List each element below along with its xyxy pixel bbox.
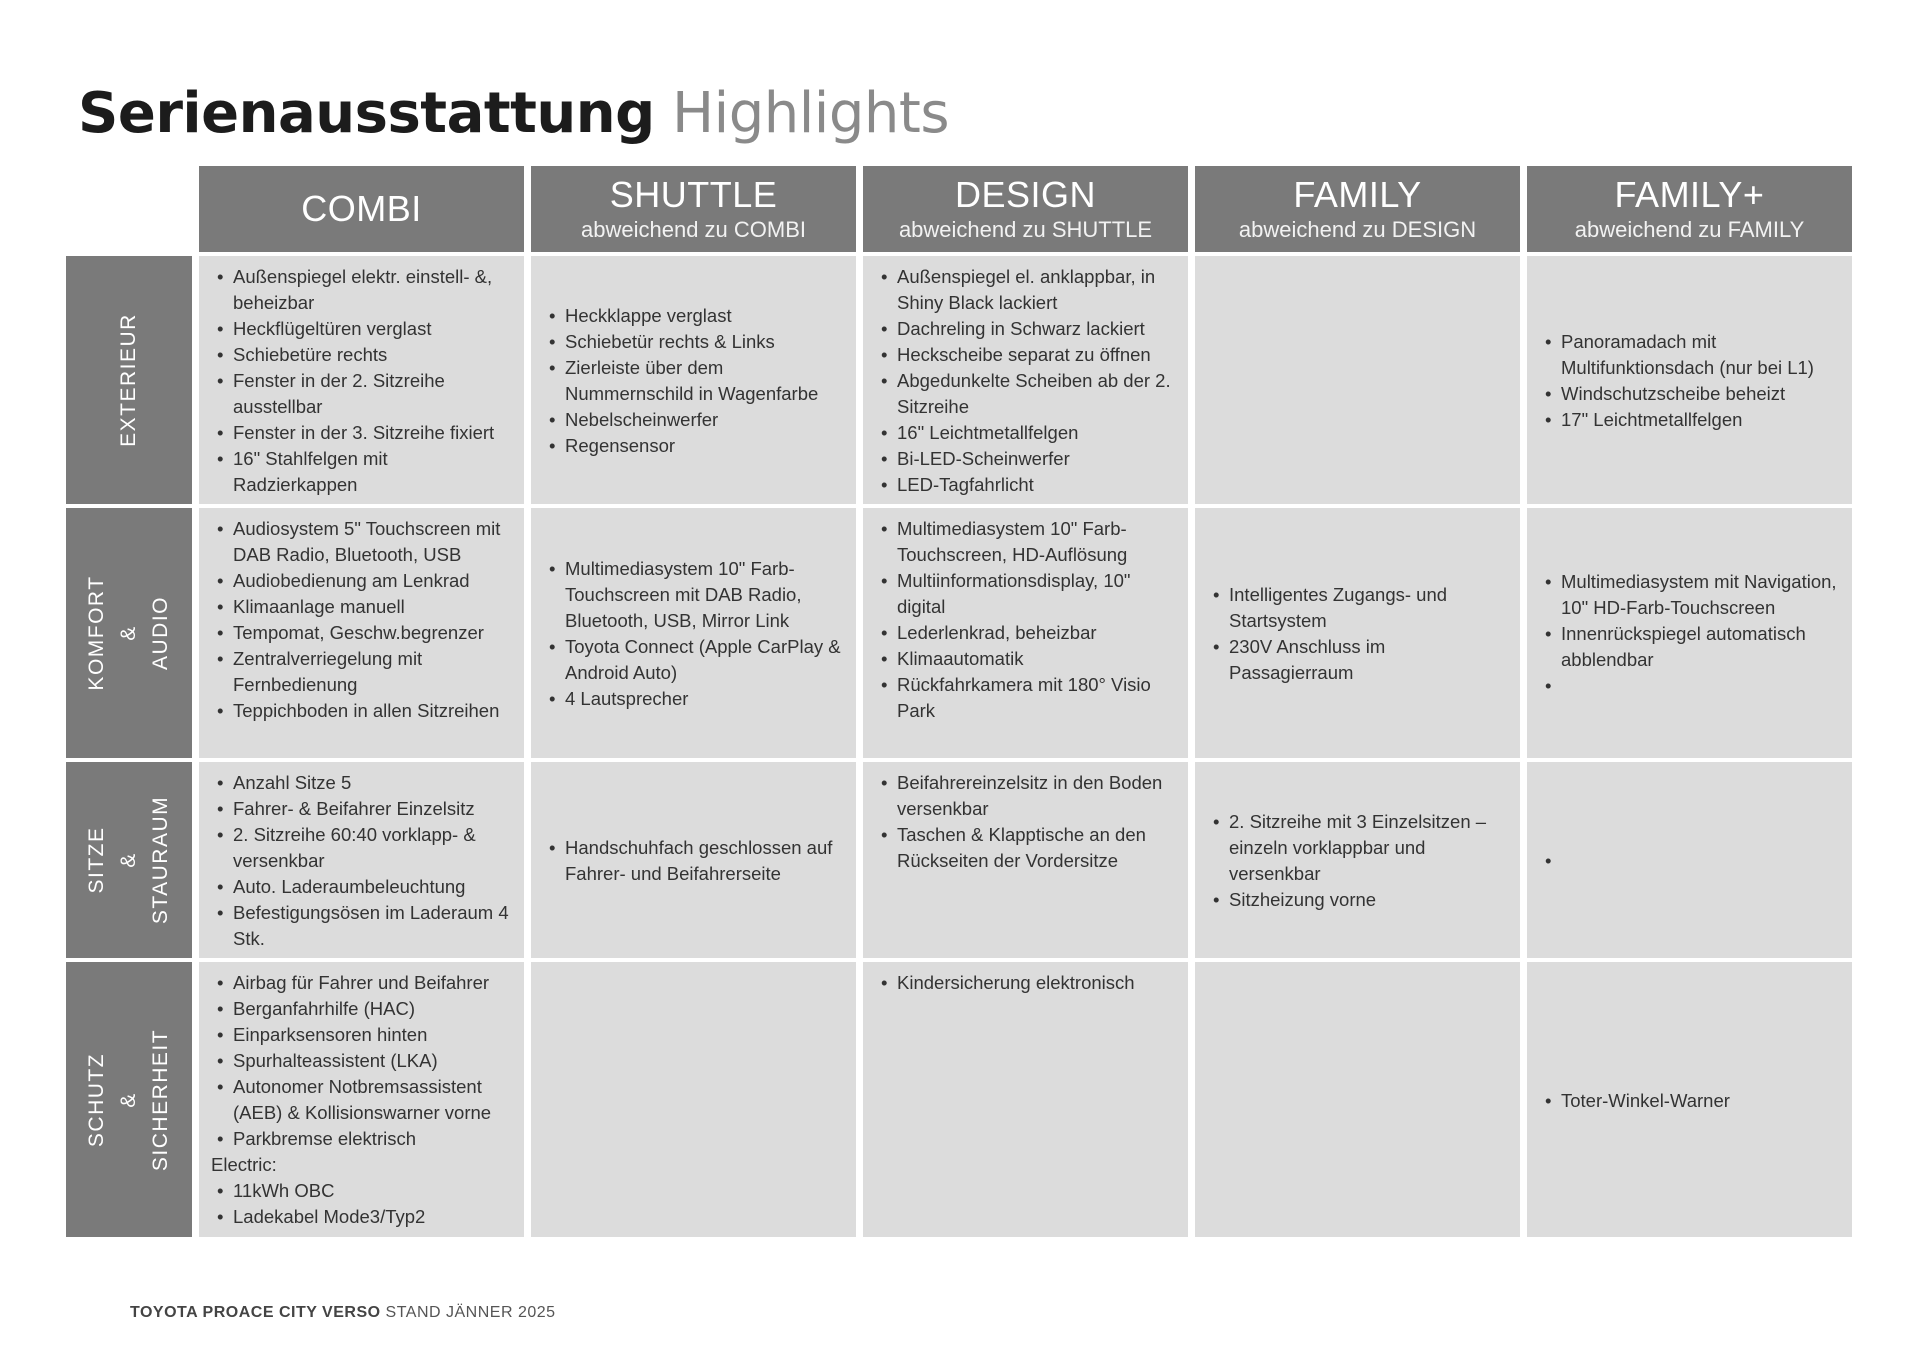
title-light: Highlights [672, 81, 950, 146]
column-header-family [1195, 166, 1520, 252]
cell-exterieur-shuttle [531, 256, 856, 504]
footer-date: STAND JÄNNER 2025 [385, 1304, 556, 1321]
cell-exterieur-design [863, 256, 1188, 504]
row-label-text: SICHERHEIT [149, 1028, 172, 1171]
feature-item: • Schiebetür rechts & Links [549, 329, 848, 355]
column-subtitle: abweichend zu DESIGN [1238, 217, 1477, 242]
cell-komfort-family-plus [1527, 508, 1852, 758]
feature-item: • Beifahrereinzelsitz in den Boden versenkbar [881, 770, 1180, 822]
feature-item: • Handschuhfach geschlossen auf Fahrer- und Beifahrerseite [549, 835, 848, 887]
row-label-text: EXTERIEUR [117, 313, 140, 447]
feature-item: • Audiobedienung am Lenkrad [217, 568, 516, 594]
cell-sitze-shuttle [531, 762, 856, 958]
cell-sitze-combi [199, 762, 524, 958]
row-label-sitze-stauraum [66, 762, 192, 958]
cell-schutz-family [1195, 962, 1520, 1237]
column-subtitle: abweichend zu FAMILY [1574, 217, 1805, 242]
feature-item: • 2. Sitzreihe mit 3 Einzelsitzen – einzeln vorklappbar und versenkbar [1213, 809, 1512, 887]
feature-item: • 16" Stahlfelgen mit Radzierkappen [217, 446, 516, 498]
column-name: FAMILY [1293, 174, 1422, 215]
feature-item: • Rückfahrkamera mit 180° Visio Park [881, 672, 1180, 724]
feature-item: • Heckscheibe separat zu öffnen [881, 342, 1180, 368]
row-label-text: KOMFORT [85, 575, 108, 691]
feature-item: • Spurhalteassistent (LKA) [217, 1048, 516, 1074]
feature-item: • Fahrer- & Beifahrer Einzelsitz [217, 796, 516, 822]
feature-item: • Teppichboden in allen Sitzreihen [217, 698, 516, 724]
page-title [78, 82, 949, 146]
feature-item: • Taschen & Klapptische an den Rückseiten der Vordersitze [881, 822, 1180, 874]
feature-item: • LED-Tagfahrlicht [881, 472, 1180, 498]
cell-schutz-family-plus [1527, 962, 1852, 1237]
cell-schutz-design [863, 962, 1188, 1237]
row-label-text: STAURAUM [149, 795, 172, 925]
cell-schutz-combi [199, 962, 524, 1237]
feature-item: • Regensensor [549, 433, 848, 459]
footer-model: TOYOTA PROACE CITY VERSO [130, 1304, 381, 1321]
row-label-text: & [117, 852, 140, 868]
cell-komfort-combi [199, 508, 524, 758]
cell-sitze-family-plus [1527, 762, 1852, 958]
feature-item: • Klimaautomatik [881, 646, 1180, 672]
column-header-combi [199, 166, 524, 252]
footer [130, 1304, 556, 1322]
feature-item: • Klimaanlage manuell [217, 594, 516, 620]
feature-item: • Zentralverriegelung mit Fernbedienung [217, 646, 516, 698]
feature-item: • Multiinformationsdisplay, 10" digital [881, 568, 1180, 620]
feature-item: • 4 Lautsprecher [549, 686, 848, 712]
row-label-exterieur [66, 256, 192, 504]
feature-item: • Panoramadach mit Multifunktionsdach (nur bei L1) [1545, 329, 1844, 381]
row-label-text: SCHUTZ [85, 1052, 108, 1147]
row-label-komfort-audio [66, 508, 192, 758]
feature-item: • Intelligentes Zugangs- und Startsystem [1213, 582, 1512, 634]
feature-item: • Kindersicherung elektronisch [881, 970, 1180, 996]
cell-komfort-shuttle [531, 508, 856, 758]
feature-item: • Toter-Winkel-Warner [1545, 1088, 1844, 1114]
column-name: SHUTTLE [609, 174, 778, 215]
row-label-text: & [117, 625, 140, 641]
cell-schutz-shuttle [531, 962, 856, 1237]
column-name: FAMILY+ [1614, 174, 1765, 215]
feature-item: • Einparksensoren hinten [217, 1022, 516, 1048]
feature-item: • 230V Anschluss im Passagierraum [1213, 634, 1512, 686]
feature-item: • Multimediasystem 10" Farb-Touchscreen mit DAB Radio, Bluetooth, USB, Mirror Link [549, 556, 848, 634]
feature-item: • 11kWh OBC [217, 1178, 516, 1204]
row-label-text: AUDIO [149, 596, 172, 671]
cell-komfort-design [863, 508, 1188, 758]
electric-label: Electric: [211, 1154, 277, 1175]
column-header-family-plus [1527, 166, 1852, 252]
cell-exterieur-family [1195, 256, 1520, 504]
feature-item: • Fenster in der 2. Sitzreihe ausstellbar [217, 368, 516, 420]
feature-item: • Auto. Laderaumbeleuchtung [217, 874, 516, 900]
row-label-schutz-sicherheit [66, 962, 192, 1237]
cell-exterieur-combi [199, 256, 524, 504]
row-label-text: & [117, 1091, 140, 1108]
feature-item: • Heckflügeltüren verglast [217, 316, 516, 342]
feature-item: • Nebelscheinwerfer [549, 407, 848, 433]
feature-item: • Ladekabel Mode3/Typ2 [217, 1204, 516, 1230]
feature-item: • Außenspiegel elektr. einstell- &, beheizbar [217, 264, 516, 316]
feature-item: • Audiosystem 5" Touchscreen mit DAB Radio, Bluetooth, USB [217, 516, 516, 568]
feature-item: • Multimediasystem 10" Farb-Touchscreen, HD-Auflösung [881, 516, 1180, 568]
feature-item: • Zierleiste über dem Nummernschild in Wagenfarbe [549, 355, 848, 407]
column-header-shuttle [531, 166, 856, 252]
feature-item: • Berganfahrhilfe (HAC) [217, 996, 516, 1022]
feature-item: • Parkbremse elektrisch [217, 1126, 516, 1152]
feature-item: • Heckklappe verglast [549, 303, 848, 329]
row-label-text: SITZE [85, 826, 108, 894]
feature-item: • Abgedunkelte Scheiben ab der 2. Sitzreihe [881, 368, 1180, 420]
corner-blank [66, 166, 192, 252]
feature-item [1545, 673, 1844, 699]
feature-item: • Airbag für Fahrer und Beifahrer [217, 970, 516, 996]
feature-item: • Anzahl Sitze 5 [217, 770, 516, 796]
feature-item: • Schiebetüre rechts [217, 342, 516, 368]
feature-item: • Außenspiegel el. anklappbar, in Shiny Black lackiert [881, 264, 1180, 316]
column-subtitle: abweichend zu SHUTTLE [898, 217, 1153, 242]
feature-item: • Sitzheizung vorne [1213, 887, 1512, 913]
feature-item: • Multimediasystem mit Navigation, 10" HD-Farb-Touchscreen [1545, 569, 1844, 621]
feature-item: • Befestigungsösen im Laderaum 4 Stk. [217, 900, 516, 952]
cell-exterieur-family-plus [1527, 256, 1852, 504]
title-bold: Serienausstattung [78, 81, 655, 146]
column-subtitle: abweichend zu COMBI [581, 217, 806, 242]
feature-item: • 2. Sitzreihe 60:40 vorklapp- & versenkbar [217, 822, 516, 874]
feature-item: • 16" Leichtmetallfelgen [881, 420, 1180, 446]
cell-komfort-family [1195, 508, 1520, 758]
cell-sitze-family [1195, 762, 1520, 958]
feature-item: • Lederlenkrad, beheizbar [881, 620, 1180, 646]
feature-item: • Innenrückspiegel automatisch abblendbar [1545, 621, 1844, 673]
column-name: COMBI [301, 188, 422, 229]
feature-item: • Dachreling in Schwarz lackiert [881, 316, 1180, 342]
feature-item: • Toyota Connect (Apple CarPlay & Android Auto) [549, 634, 848, 686]
equipment-table [66, 166, 1852, 1237]
feature-item: • 17" Leichtmetallfelgen [1545, 407, 1844, 433]
column-name: DESIGN [954, 174, 1097, 215]
feature-item [1545, 848, 1844, 874]
feature-item: • Tempomat, Geschw.begrenzer [217, 620, 516, 646]
feature-item: • Windschutzscheibe beheizt [1545, 381, 1844, 407]
column-header-design [863, 166, 1188, 252]
feature-item: • Autonomer Notbremsassistent (AEB) & Kollisionswarner vorne [217, 1074, 516, 1126]
feature-item: • Bi-LED-Scheinwerfer [881, 446, 1180, 472]
feature-item: • Fenster in der 3. Sitzreihe fixiert [217, 420, 516, 446]
cell-sitze-design [863, 762, 1188, 958]
